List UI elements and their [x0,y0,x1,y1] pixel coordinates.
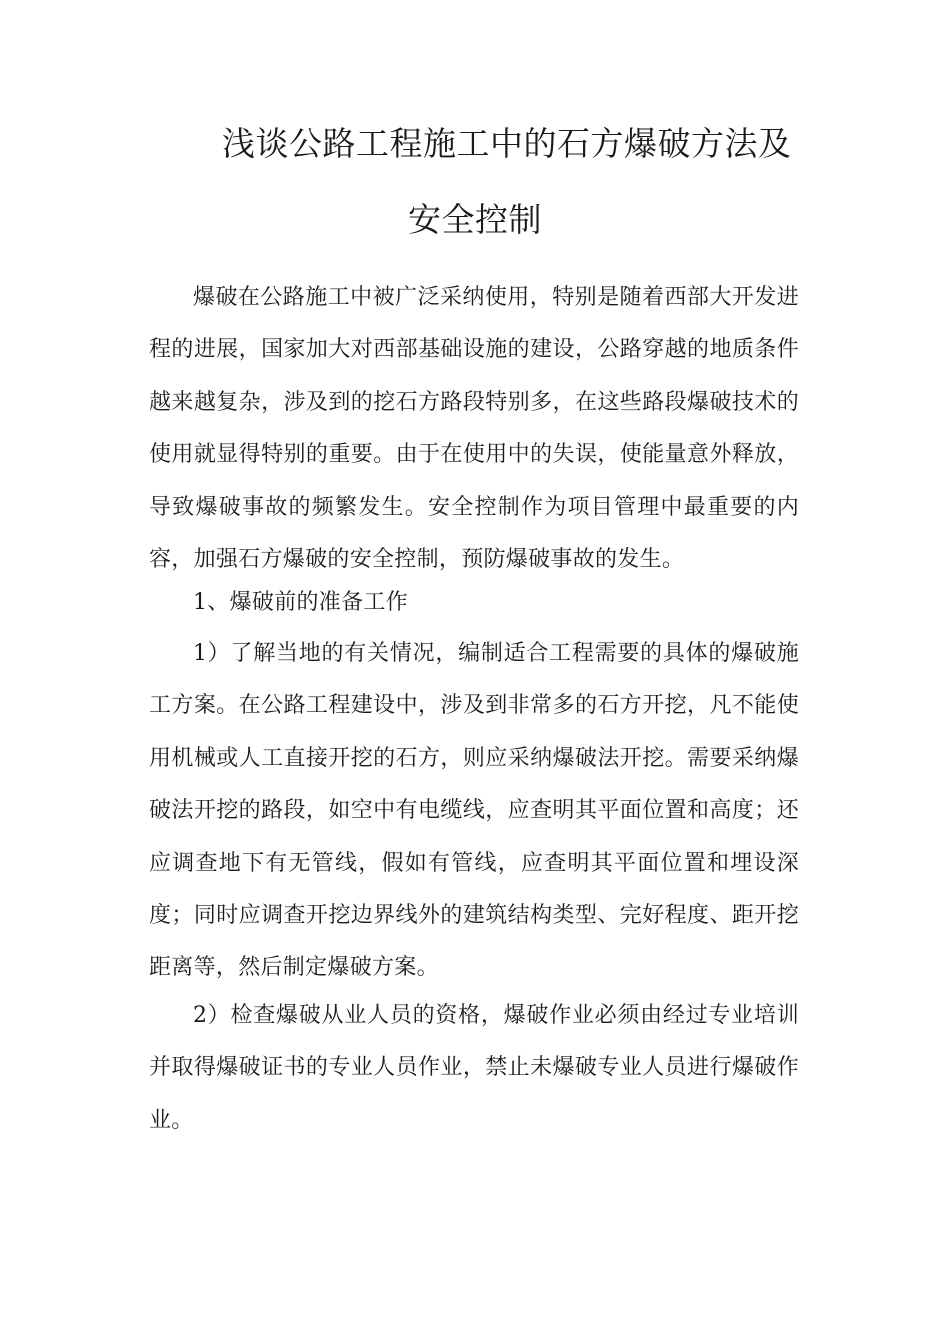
section-heading-preparation: 1、爆破前的准备工作 [193,590,408,615]
body-paragraph-item-1: 1）了解当地的有关情况，编制适合工程需要的具体的爆破施工方案。在公路工程建设中，涉及到非常多的石方开挖，凡不能使用机械或人工直接开挖的石方，则应采纳爆破法开挖。需要采纳爆破法开挖的路段，如空中有电缆线，应查明其平面位置和高度；还应调查地下有无管线，假如有管线，应查明其平面位置和埋设深度；同时应调查开挖边界线外的建筑结构类型、完好程度、距开挖距离等，然后制定爆破方案。 [149,641,799,981]
document-title-line-2: 安全控制 [408,200,542,239]
body-paragraph-intro: 爆破在公路施工中被广泛采纳使用，特别是随着西部大开发进程的进展，国家加大对西部基础设施的建设，公路穿越的地质条件越来越复杂，涉及到的挖石方路段特别多，在这些路段爆破技术的使用就显得特别的重要。由于在使用中的失误，使能量意外释放，导致爆破事故的频繁发生。安全控制作为项目管理中最重要的内容，加强石方爆破的安全控制，预防爆破事故的发生。 [149,285,799,573]
body-paragraph-item-2: 2）检查爆破从业人员的资格，爆破作业必须由经过专业培训并取得爆破证书的专业人员作业，禁止未爆破专业人员进行爆破作业。 [149,1003,799,1133]
document-title-line-1: 浅谈公路工程施工中的石方爆破方法及 [222,124,792,163]
